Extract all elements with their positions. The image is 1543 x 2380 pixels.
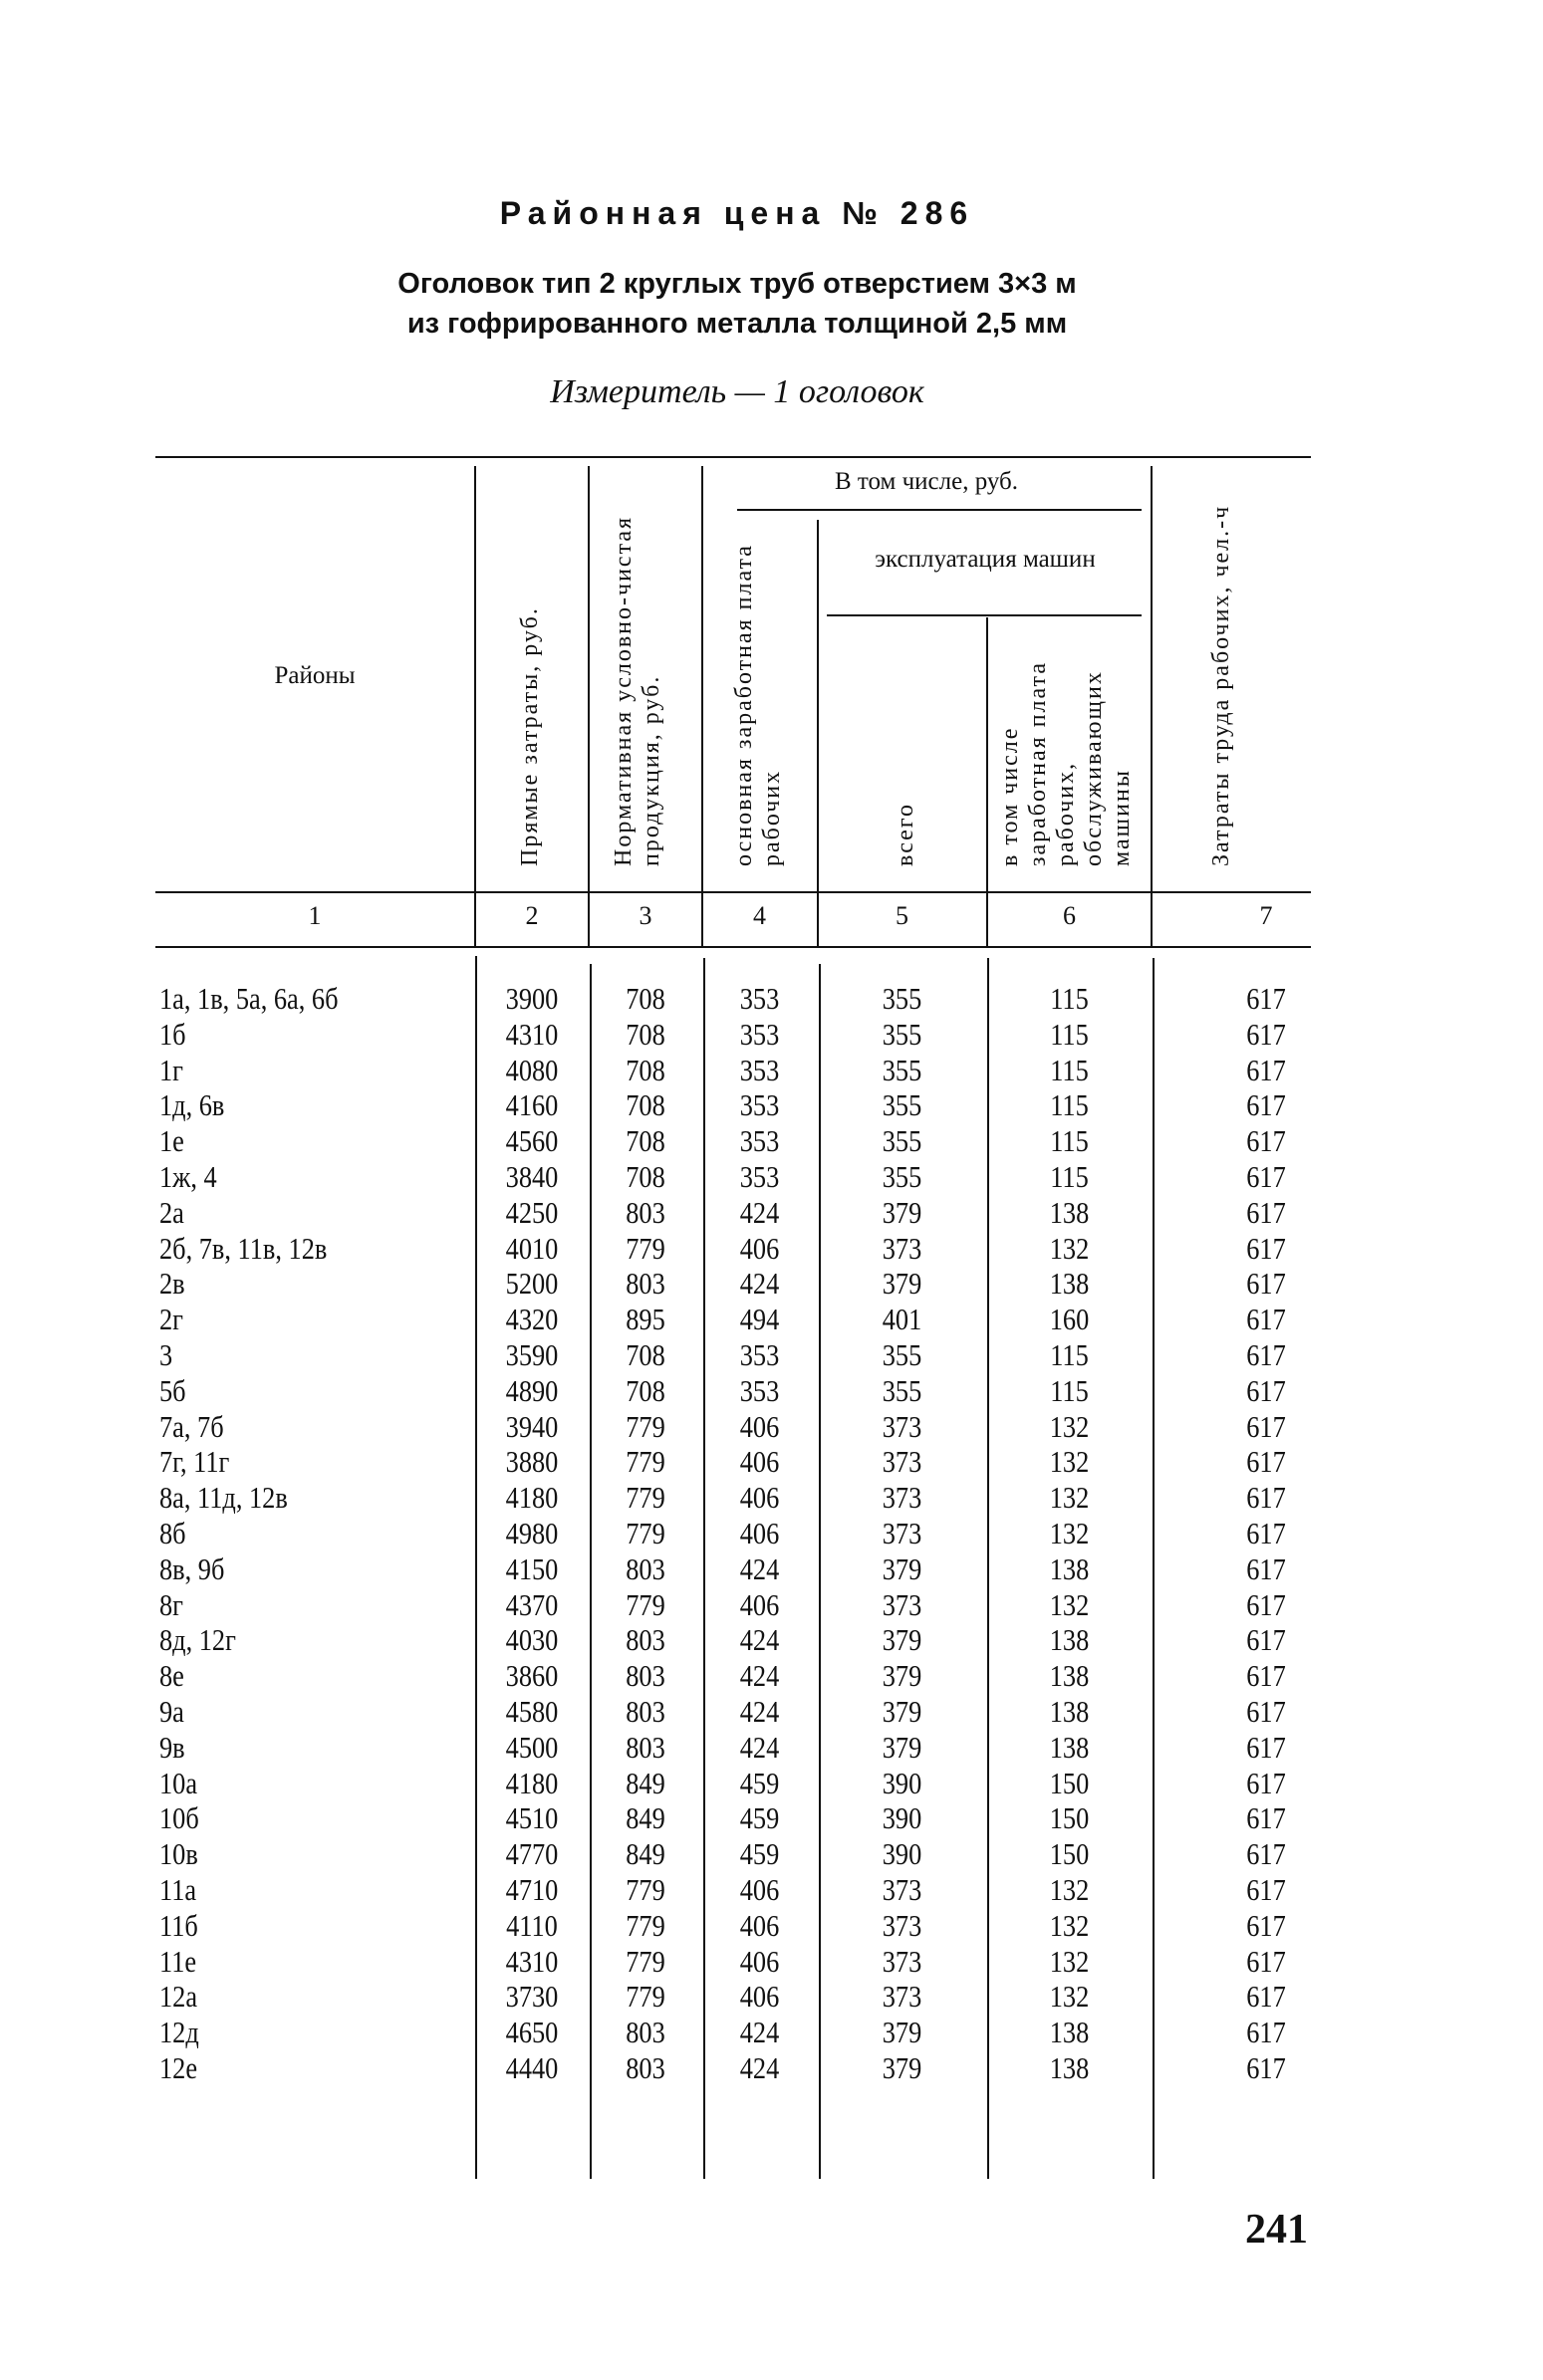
cell-machine-wage: 115 [1050, 1123, 1089, 1159]
cell-machine-total: 379 [882, 1194, 922, 1230]
cell-region: 8в, 9б [159, 1550, 225, 1586]
column-number: 1 [308, 901, 322, 930]
cell-direct-costs: 4180 [505, 1480, 559, 1516]
cell-machine-total: 379 [882, 2015, 922, 2050]
cell-labor: 617 [1246, 1765, 1286, 1800]
cell-machine-wage: 132 [1049, 1230, 1090, 1266]
subtitle [0, 264, 1474, 344]
cell-machine-total: 355 [882, 1123, 922, 1159]
column-number: 5 [896, 901, 908, 930]
cell-region: 7г, 11г [159, 1444, 230, 1480]
cell-direct-costs: 4030 [505, 1622, 559, 1658]
cell-direct-costs: 4370 [505, 1586, 559, 1622]
cell-region: 12е [159, 2050, 198, 2085]
cell-labor: 617 [1246, 1729, 1286, 1765]
cell-normative-product: 803 [626, 2015, 665, 2050]
cell-region: 8а, 11д, 12в [159, 1480, 288, 1516]
page-number: 241 [1245, 2207, 1308, 2253]
cell-machine-wage: 132 [1049, 1444, 1090, 1480]
header-regions: Районы [274, 662, 356, 689]
cell-region: 10а [159, 1765, 198, 1800]
cell-labor: 617 [1246, 1266, 1286, 1302]
cell-labor: 617 [1246, 1694, 1286, 1729]
cell-normative-product: 708 [626, 981, 665, 1016]
cell-direct-costs: 3880 [505, 1444, 559, 1480]
cell-machine-total: 379 [882, 1622, 922, 1658]
cell-direct-costs: 5200 [505, 1266, 559, 1302]
cell-base-wage: 406 [739, 1480, 780, 1516]
cell-region: 11е [159, 1943, 197, 1979]
cell-labor: 617 [1246, 1408, 1286, 1444]
cell-machine-total: 373 [882, 1230, 922, 1266]
cell-machine-total: 379 [882, 2050, 922, 2085]
table-row [155, 1409, 1311, 1445]
cell-machine-total: 355 [882, 1016, 922, 1052]
header-total: всего [893, 802, 918, 866]
table-row [155, 1053, 1311, 1088]
cell-normative-product: 779 [626, 1872, 665, 1907]
cell-normative-product: 803 [626, 1622, 665, 1658]
cell-normative-product: 803 [626, 1729, 665, 1765]
cell-machine-wage: 115 [1050, 1052, 1089, 1087]
table-row [155, 1480, 1311, 1516]
table-row [155, 1622, 1311, 1658]
cell-normative-product: 708 [626, 1159, 665, 1194]
cell-machine-wage: 160 [1049, 1302, 1090, 1337]
cell-direct-costs: 3940 [505, 1408, 559, 1444]
cell-labor: 617 [1246, 1016, 1286, 1052]
cell-machine-wage: 115 [1050, 1087, 1089, 1123]
page-title: Районная цена № 286 [499, 195, 975, 231]
column-number: 7 [1259, 901, 1273, 930]
cell-normative-product: 708 [626, 1052, 665, 1087]
header-labor: Затраты труда рабочих, чел.-ч [1208, 504, 1234, 866]
cell-labor: 617 [1246, 1123, 1286, 1159]
cell-region: 11б [159, 1907, 198, 1943]
cell-region: 2г [159, 1302, 183, 1337]
cell-direct-costs: 4440 [505, 2050, 559, 2085]
including-rule [737, 509, 1142, 511]
cell-base-wage: 424 [739, 2050, 780, 2085]
cell-labor: 617 [1246, 1800, 1286, 1836]
cell-machine-wage: 138 [1049, 1622, 1090, 1658]
cell-machine-total: 379 [882, 1694, 922, 1729]
table-row [155, 1516, 1311, 1551]
cell-machine-wage: 132 [1049, 1586, 1090, 1622]
cell-normative-product: 803 [626, 2050, 665, 2085]
cell-machine-total: 373 [882, 1586, 922, 1622]
cell-machine-wage: 115 [1050, 981, 1089, 1016]
cell-base-wage: 406 [739, 1230, 780, 1266]
cell-machine-wage: 138 [1049, 1729, 1090, 1765]
table-row [155, 1766, 1311, 1801]
cell-base-wage: 406 [739, 1586, 780, 1622]
cell-machine-total: 379 [882, 1658, 922, 1694]
column-number: 4 [753, 901, 766, 930]
cell-direct-costs: 4150 [505, 1550, 559, 1586]
cell-base-wage: 353 [739, 981, 780, 1016]
cell-labor: 617 [1246, 1052, 1286, 1087]
cell-normative-product: 803 [626, 1550, 665, 1586]
cell-machine-wage: 132 [1049, 1480, 1090, 1516]
cell-machine-wage: 138 [1049, 1658, 1090, 1694]
machines-rule [827, 614, 1142, 616]
cell-labor: 617 [1246, 1979, 1286, 2015]
cell-region: 8е [159, 1658, 184, 1694]
cell-base-wage: 459 [739, 1800, 780, 1836]
subtitle-line-1: Оголовок тип 2 круглых труб отверстием 3×3 м [397, 268, 1077, 300]
table-row [155, 1266, 1311, 1302]
cell-machine-total: 373 [882, 1943, 922, 1979]
cell-direct-costs: 4110 [506, 1907, 558, 1943]
cell-base-wage: 353 [739, 1052, 780, 1087]
cell-base-wage: 459 [739, 1836, 780, 1872]
cell-base-wage: 406 [739, 1943, 780, 1979]
cell-normative-product: 803 [626, 1694, 665, 1729]
cell-base-wage: 353 [739, 1123, 780, 1159]
cell-normative-product: 779 [626, 1516, 665, 1550]
cell-direct-costs: 4980 [505, 1516, 559, 1550]
header-bottom-rule [155, 891, 1311, 893]
cell-labor: 617 [1246, 1337, 1286, 1372]
cell-base-wage: 424 [739, 1729, 780, 1765]
cell-direct-costs: 4770 [505, 1836, 559, 1872]
cell-region: 10в [159, 1836, 198, 1872]
cell-machine-total: 379 [882, 1266, 922, 1302]
cell-labor: 617 [1246, 1586, 1286, 1622]
cell-machine-total: 373 [882, 1408, 922, 1444]
cell-region: 2б, 7в, 11в, 12в [159, 1230, 328, 1266]
measure-unit: Измеритель — 1 оголовок [550, 373, 924, 410]
cell-machine-total: 355 [882, 1159, 922, 1194]
table-row [155, 1337, 1311, 1373]
cell-machine-wage: 150 [1049, 1836, 1090, 1872]
table-top-rule [155, 456, 1311, 458]
cell-machine-total: 373 [882, 1480, 922, 1516]
cell-labor: 617 [1246, 1550, 1286, 1586]
cell-base-wage: 424 [739, 1658, 780, 1694]
cell-normative-product: 708 [626, 1087, 665, 1123]
cell-machine-total: 355 [882, 1337, 922, 1372]
cell-labor: 617 [1246, 981, 1286, 1016]
table-row [155, 1444, 1311, 1480]
cell-normative-product: 708 [626, 1372, 665, 1408]
cell-direct-costs: 4510 [505, 1800, 559, 1836]
column-number: 3 [639, 901, 652, 930]
cell-region: 1д, 6в [159, 1087, 225, 1123]
cell-base-wage: 406 [739, 1516, 780, 1550]
column-numbers-rule [155, 946, 1311, 948]
table-row [155, 1872, 1311, 1908]
cell-region: 8б [159, 1516, 186, 1550]
cell-region: 2а [159, 1194, 184, 1230]
column-number: 2 [525, 901, 539, 930]
cell-base-wage: 406 [739, 1979, 780, 2015]
cell-labor: 617 [1246, 1230, 1286, 1266]
table-row [155, 1195, 1311, 1231]
table-row [155, 1551, 1311, 1587]
cell-machine-total: 373 [882, 1444, 922, 1480]
cell-labor: 617 [1246, 1194, 1286, 1230]
table-row [155, 1944, 1311, 1980]
cell-direct-costs: 3840 [505, 1159, 559, 1194]
cell-direct-costs: 4310 [505, 1943, 559, 1979]
cell-direct-costs: 3590 [505, 1337, 559, 1372]
table-row [155, 1017, 1311, 1053]
table-row [155, 1836, 1311, 1872]
header-divider [588, 466, 590, 946]
cell-machine-wage: 138 [1049, 1266, 1090, 1302]
cell-direct-costs: 4710 [505, 1872, 559, 1907]
header-normative-product: Нормативная условно-чистая продукция, руб. [611, 515, 664, 866]
table-row [155, 1087, 1311, 1123]
cell-machine-wage: 138 [1049, 2050, 1090, 2085]
cell-machine-total: 373 [882, 1872, 922, 1907]
cell-machine-total: 355 [882, 1372, 922, 1408]
cell-labor: 617 [1246, 1836, 1286, 1872]
table-row [155, 1658, 1311, 1694]
column-number: 6 [1063, 901, 1076, 930]
table-row [155, 1123, 1311, 1159]
cell-direct-costs: 3860 [505, 1658, 559, 1694]
cell-direct-costs: 4890 [505, 1372, 559, 1408]
cell-machine-total: 355 [882, 981, 922, 1016]
table-row [155, 1800, 1311, 1836]
cell-machine-total: 379 [882, 1550, 922, 1586]
header-machine-wage: в том числе заработная плата рабочих, обслуживающих машины [997, 661, 1135, 866]
cell-machine-wage: 132 [1049, 1907, 1090, 1943]
cell-region: 9в [159, 1729, 185, 1765]
cell-normative-product: 849 [626, 1800, 665, 1836]
table-row [155, 1730, 1311, 1766]
cell-machine-total: 355 [882, 1052, 922, 1087]
cell-machine-wage: 132 [1049, 1408, 1090, 1444]
cell-direct-costs: 4160 [505, 1087, 559, 1123]
cell-machine-wage: 132 [1049, 1943, 1090, 1979]
cell-base-wage: 424 [739, 1194, 780, 1230]
cell-base-wage: 353 [739, 1372, 780, 1408]
cell-labor: 617 [1246, 1372, 1286, 1408]
cell-base-wage: 353 [739, 1016, 780, 1052]
table-row [155, 1231, 1311, 1267]
cell-machine-total: 373 [882, 1907, 922, 1943]
header-divider [817, 520, 819, 946]
table-row [155, 1587, 1311, 1623]
cell-normative-product: 803 [626, 1266, 665, 1302]
cell-machine-wage: 138 [1049, 1694, 1090, 1729]
cell-base-wage: 424 [739, 2015, 780, 2050]
cell-region: 5б [159, 1372, 186, 1408]
cell-machine-total: 390 [882, 1765, 922, 1800]
cell-direct-costs: 4310 [505, 1016, 559, 1052]
header-divider [1151, 466, 1153, 946]
cell-machine-wage: 138 [1049, 1194, 1090, 1230]
cell-labor: 617 [1246, 1516, 1286, 1550]
cell-base-wage: 494 [739, 1302, 780, 1337]
cell-base-wage: 406 [739, 1444, 780, 1480]
cell-machine-total: 390 [882, 1836, 922, 1872]
cell-region: 12д [159, 2015, 199, 2050]
cell-direct-costs: 4560 [505, 1123, 559, 1159]
cell-base-wage: 353 [739, 1159, 780, 1194]
cell-base-wage: 424 [739, 1266, 780, 1302]
cell-normative-product: 779 [626, 1979, 665, 2015]
cell-base-wage: 459 [739, 1765, 780, 1800]
cell-direct-costs: 4580 [505, 1694, 559, 1729]
cell-machine-total: 373 [882, 1979, 922, 2015]
cell-labor: 617 [1246, 1087, 1286, 1123]
header-including: В том числе, руб. [834, 468, 1019, 495]
cell-normative-product: 708 [626, 1123, 665, 1159]
cell-labor: 617 [1246, 1444, 1286, 1480]
cell-direct-costs: 4650 [505, 2015, 559, 2050]
cell-normative-product: 779 [626, 1943, 665, 1979]
cell-normative-product: 779 [626, 1586, 665, 1622]
cell-normative-product: 779 [626, 1907, 665, 1943]
cell-direct-costs: 4180 [505, 1765, 559, 1800]
cell-region: 3 [159, 1337, 173, 1372]
cell-machine-total: 373 [882, 1516, 922, 1550]
cell-machine-wage: 150 [1049, 1765, 1090, 1800]
cell-labor: 617 [1246, 1907, 1286, 1943]
cell-direct-costs: 4320 [505, 1302, 559, 1337]
cell-direct-costs: 4250 [505, 1194, 559, 1230]
cell-machine-total: 379 [882, 1729, 922, 1765]
header-divider [986, 617, 988, 946]
cell-region: 10б [159, 1800, 199, 1836]
cell-machine-total: 390 [882, 1800, 922, 1836]
cell-region: 1б [159, 1016, 186, 1052]
subtitle-line-2: из гофрированного металла толщиной 2,5 мм [406, 308, 1068, 340]
cell-machine-wage: 132 [1049, 1872, 1090, 1907]
cell-machine-wage: 132 [1049, 1516, 1090, 1550]
cell-machine-wage: 132 [1049, 1979, 1090, 2015]
cell-direct-costs: 4010 [505, 1230, 559, 1266]
cell-normative-product: 779 [626, 1480, 665, 1516]
cell-machine-wage: 115 [1050, 1372, 1089, 1408]
cell-machine-wage: 115 [1050, 1337, 1089, 1372]
cell-normative-product: 779 [626, 1408, 665, 1444]
cell-normative-product: 708 [626, 1337, 665, 1372]
cell-normative-product: 708 [626, 1016, 665, 1052]
cell-base-wage: 424 [739, 1550, 780, 1586]
cell-region: 1а, 1в, 5а, 6а, 6б [159, 981, 339, 1016]
cell-normative-product: 895 [626, 1302, 665, 1337]
cell-machine-wage: 138 [1049, 1550, 1090, 1586]
cell-labor: 617 [1246, 1943, 1286, 1979]
cell-machine-wage: 115 [1050, 1016, 1089, 1052]
cell-normative-product: 803 [626, 1194, 665, 1230]
cell-region: 1г [159, 1052, 183, 1087]
cell-direct-costs: 3730 [505, 1979, 559, 2015]
cell-labor: 617 [1246, 1872, 1286, 1907]
header-divider [701, 466, 703, 946]
cell-base-wage: 353 [739, 1087, 780, 1123]
header-machine-operation: эксплуатация машин [875, 546, 1096, 573]
cell-region: 11а [159, 1872, 197, 1907]
cell-labor: 617 [1246, 2015, 1286, 2050]
cell-region: 12а [159, 1979, 198, 2015]
header-divider [474, 466, 476, 946]
table-row [155, 1979, 1311, 2015]
cell-region: 2в [159, 1266, 185, 1302]
table-row [155, 1159, 1311, 1195]
cell-machine-wage: 138 [1049, 2015, 1090, 2050]
cell-labor: 617 [1246, 1159, 1286, 1194]
table-row [155, 1908, 1311, 1944]
cell-machine-total: 401 [882, 1302, 922, 1337]
cell-labor: 617 [1246, 1622, 1286, 1658]
cell-base-wage: 406 [739, 1408, 780, 1444]
cell-base-wage: 424 [739, 1694, 780, 1729]
cell-direct-costs: 3900 [505, 981, 559, 1016]
cell-region: 7а, 7б [159, 1408, 224, 1444]
cell-labor: 617 [1246, 2050, 1286, 2085]
cell-region: 9а [159, 1694, 184, 1729]
header-base-wage: основная заработная плата рабочих [731, 544, 785, 866]
cell-base-wage: 353 [739, 1337, 780, 1372]
cell-normative-product: 849 [626, 1765, 665, 1800]
cell-base-wage: 424 [739, 1622, 780, 1658]
cell-region: 8г [159, 1586, 183, 1622]
header-direct-costs: Прямые затраты, руб. [517, 606, 543, 866]
cell-region: 8д, 12г [159, 1622, 236, 1658]
cell-machine-wage: 150 [1049, 1800, 1090, 1836]
table-row [155, 1373, 1311, 1409]
table-row [155, 2050, 1311, 2086]
table-row [155, 981, 1311, 1017]
cell-labor: 617 [1246, 1480, 1286, 1516]
cell-normative-product: 779 [626, 1444, 665, 1480]
cell-machine-wage: 115 [1050, 1159, 1089, 1194]
cell-labor: 617 [1246, 1302, 1286, 1337]
cell-normative-product: 803 [626, 1658, 665, 1694]
cell-direct-costs: 4500 [505, 1729, 559, 1765]
cell-region: 1е [159, 1123, 184, 1159]
cell-base-wage: 406 [739, 1907, 780, 1943]
cell-base-wage: 406 [739, 1872, 780, 1907]
cell-region: 1ж, 4 [159, 1159, 217, 1194]
table-row [155, 1302, 1311, 1337]
cell-normative-product: 849 [626, 1836, 665, 1872]
table-row [155, 1694, 1311, 1730]
table-row [155, 2015, 1311, 2050]
cell-machine-total: 355 [882, 1087, 922, 1123]
cell-normative-product: 779 [626, 1230, 665, 1266]
cell-direct-costs: 4080 [505, 1052, 559, 1087]
cell-labor: 617 [1246, 1658, 1286, 1694]
